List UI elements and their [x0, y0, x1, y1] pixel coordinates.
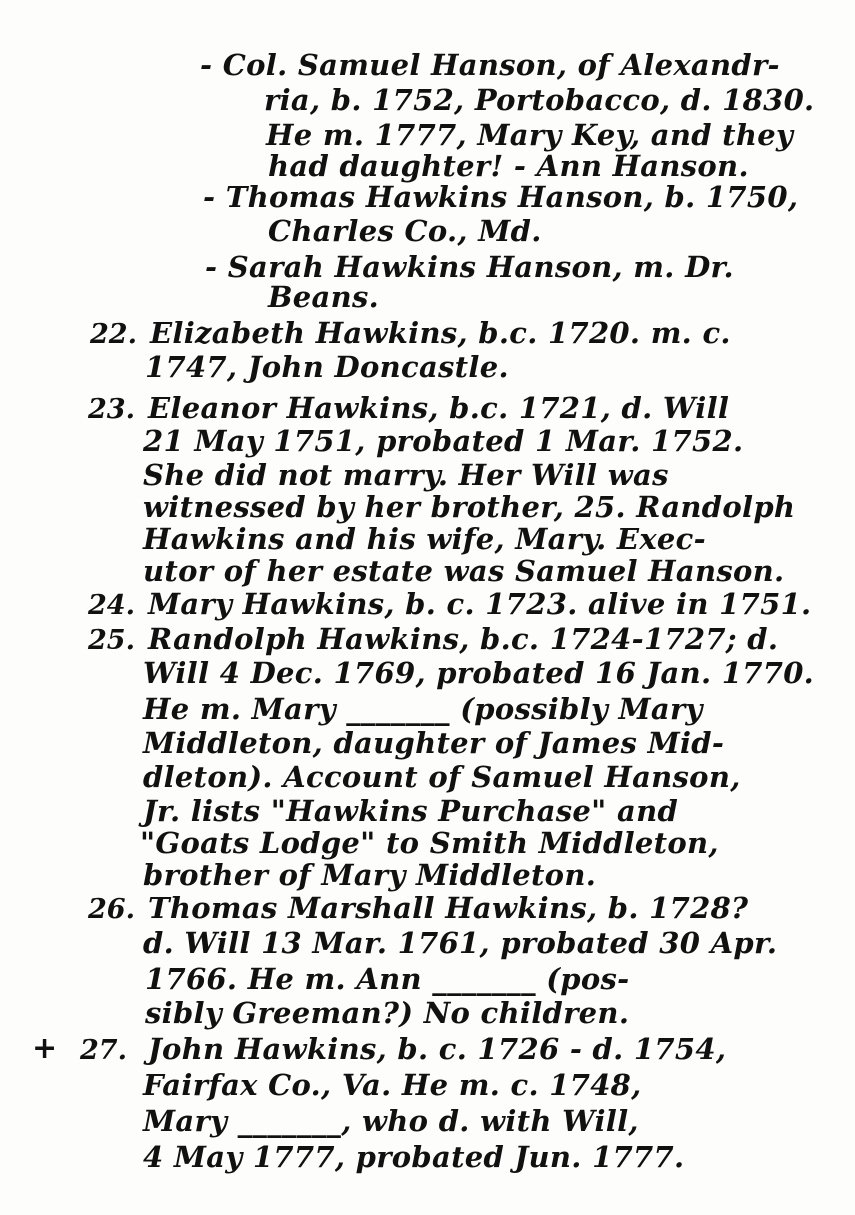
text-line: Eleanor Hawkins, b.c. 1721, d. Will	[148, 391, 730, 425]
text-line: - Col. Samuel Hanson, of Alexandr-	[200, 48, 780, 82]
text-line: Will 4 Dec. 1769, probated 16 Jan. 1770.	[143, 656, 815, 690]
text-line: Fairfax Co., Va. He m. c. 1748,	[143, 1068, 642, 1102]
entry-number: 25.	[88, 625, 135, 656]
text-line: "Goats Lodge" to Smith Middleton,	[140, 826, 719, 860]
text-line: He m. Mary _______ (possibly Mary	[143, 692, 703, 726]
text-line: 21 May 1751, probated 1 Mar. 1752.	[143, 424, 744, 458]
text-line: John Hawkins, b. c. 1726 - d. 1754,	[148, 1032, 727, 1066]
text-line: ria, b. 1752, Portobacco, d. 1830.	[264, 83, 815, 117]
text-line: 4 May 1777, probated Jun. 1777.	[143, 1140, 685, 1174]
text-line: - Sarah Hawkins Hanson, m. Dr.	[205, 250, 734, 284]
text-line: Thomas Marshall Hawkins, b. 1728?	[148, 891, 749, 925]
text-line: utor of her estate was Samuel Hanson.	[143, 554, 785, 588]
text-line: She did not marry. Her Will was	[143, 458, 669, 492]
text-line: sibly Greeman?) No children.	[145, 996, 630, 1030]
entry-number: 26.	[88, 894, 135, 925]
text-line: Middleton, daughter of James Mid-	[143, 726, 725, 760]
text-line: Randolph Hawkins, b.c. 1724-1727; d.	[148, 622, 779, 656]
entry-number: 23.	[88, 394, 135, 425]
text-line: Jr. lists "Hawkins Purchase" and	[143, 794, 679, 828]
plus-mark: +	[32, 1031, 58, 1066]
text-line: He m. 1777, Mary Key, and they	[266, 118, 794, 152]
entry-number: 24.	[88, 590, 135, 621]
text-line: had daughter! - Ann Hanson.	[268, 149, 749, 183]
text-line: Mary _______, who d. with Will,	[143, 1104, 639, 1138]
text-line: dleton). Account of Samuel Hanson,	[143, 760, 741, 794]
text-line: d. Will 13 Mar. 1761, probated 30 Apr.	[143, 926, 778, 960]
text-line: 1766. He m. Ann _______ (pos-	[145, 962, 630, 996]
text-line: - Thomas Hawkins Hanson, b. 1750,	[203, 180, 799, 214]
text-line: Mary Hawkins, b. c. 1723. alive in 1751.	[148, 587, 812, 621]
text-line: witnessed by her brother, 25. Randolph	[143, 490, 796, 524]
text-line: Charles Co., Md.	[268, 214, 542, 248]
text-line: brother of Mary Middleton.	[143, 858, 597, 892]
entry-number: 27.	[80, 1035, 127, 1066]
text-line: Elizabeth Hawkins, b.c. 1720. m. c.	[150, 316, 731, 350]
text-line: Hawkins and his wife, Mary. Exec-	[143, 522, 706, 556]
text-line: Beans.	[268, 280, 380, 314]
text-line: 1747, John Doncastle.	[145, 350, 509, 384]
entry-number: 22.	[90, 319, 137, 350]
